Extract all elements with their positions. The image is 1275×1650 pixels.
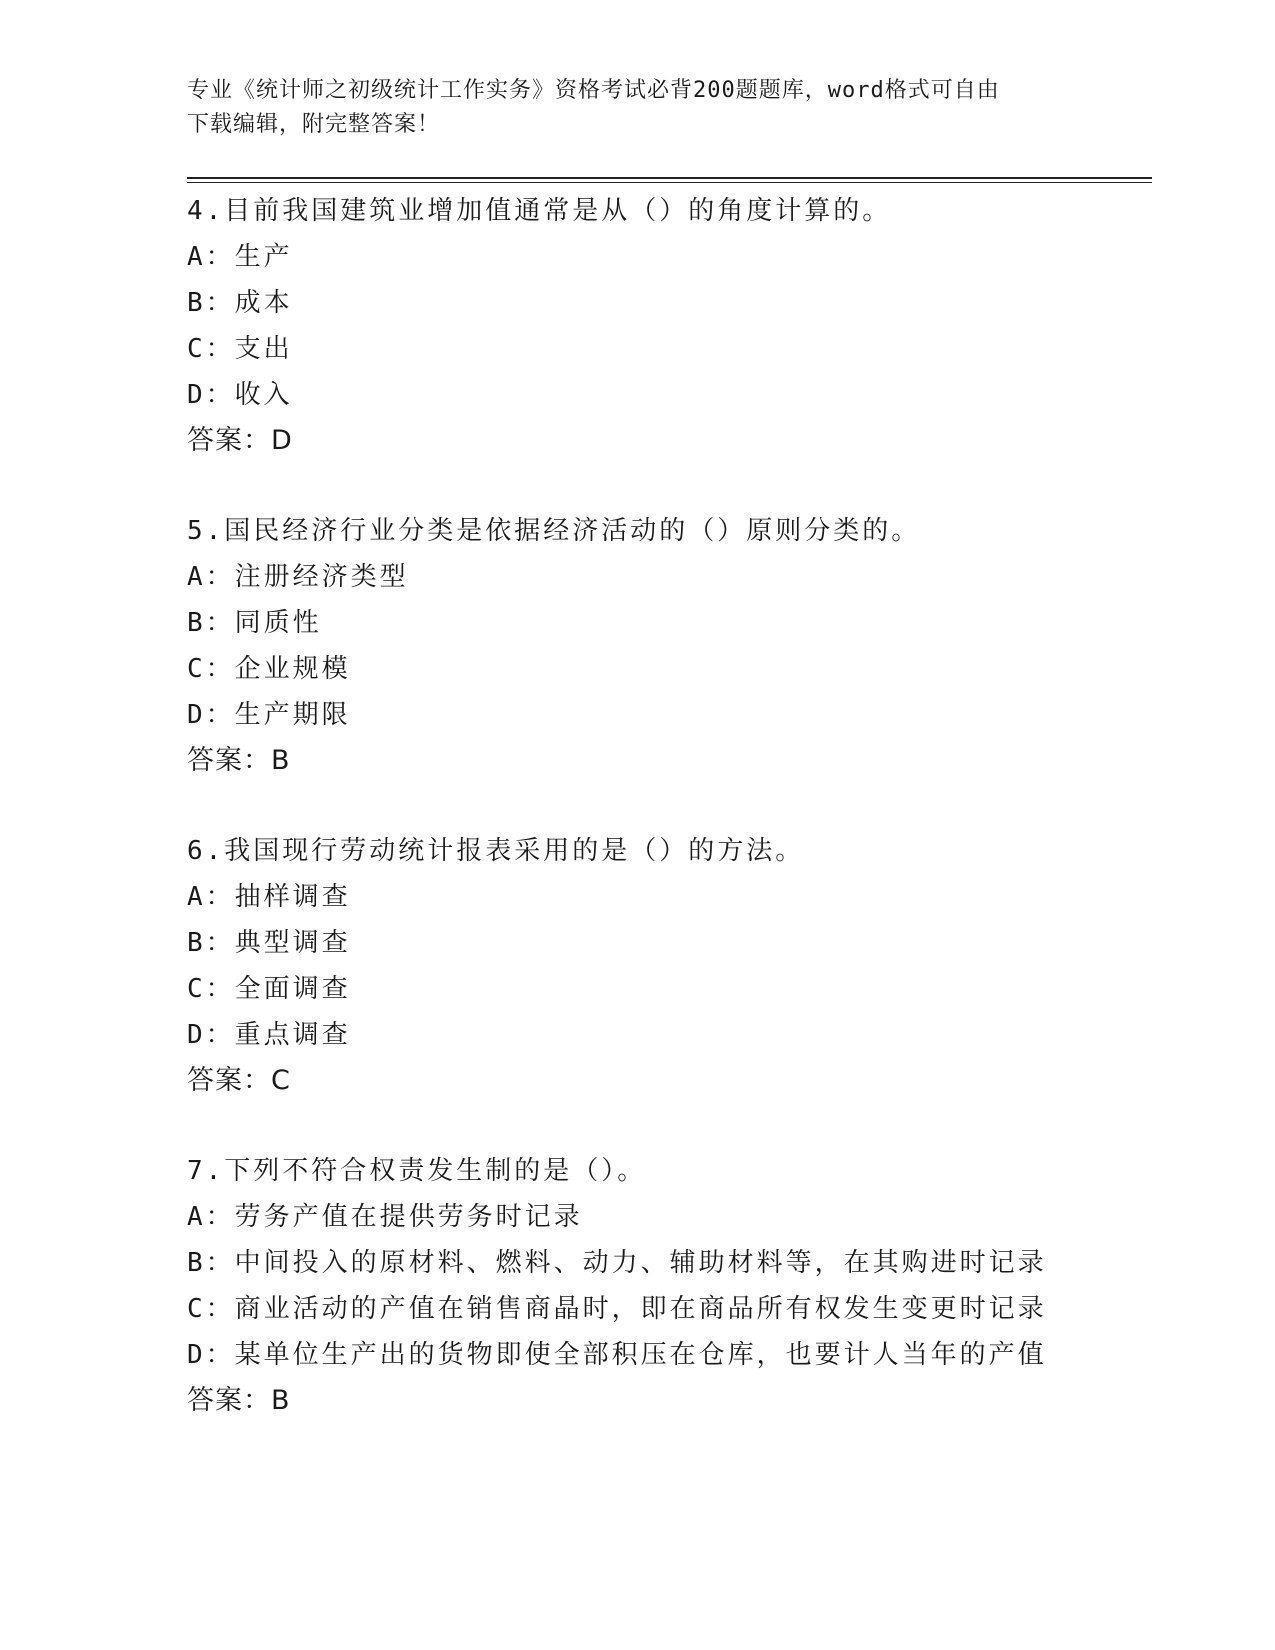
- answer-line: 答案：B: [187, 745, 291, 776]
- question-item-4: [187, 188, 1147, 464]
- answer-line: 答案：D: [187, 425, 293, 456]
- question-item-6: [187, 828, 1147, 1104]
- option-d: D：收入: [187, 380, 293, 410]
- option-b: B：同质性: [187, 608, 322, 638]
- option-b: B：典型调查: [187, 928, 351, 958]
- option-c: C：全面调查: [187, 974, 351, 1004]
- question-stem: 6.我国现行劳动统计报表采用的是（）的方法。: [187, 836, 805, 866]
- option-d: D：重点调查: [187, 1020, 351, 1050]
- option-a: A：注册经济类型: [187, 562, 409, 592]
- option-a: A：抽样调查: [187, 882, 351, 912]
- document-header: [187, 74, 1087, 142]
- question-stem: 4.目前我国建筑业增加值通常是从（）的角度计算的。: [187, 196, 892, 226]
- option-d: D：生产期限: [187, 700, 351, 730]
- answer-line: 答案：C: [187, 1065, 291, 1096]
- answer-line: 答案：B: [187, 1385, 291, 1416]
- question-list: [187, 188, 1147, 1468]
- question-item-5: [187, 508, 1147, 784]
- option-a: A：生产: [187, 242, 293, 272]
- question-item-7: [187, 1148, 1147, 1424]
- option-c: C：支出: [187, 334, 293, 364]
- header-line-2: 下载编辑，附完整答案！: [187, 112, 441, 137]
- question-stem: 5.国民经济行业分类是依据经济活动的（）原则分类的。: [187, 516, 921, 546]
- option-a: A：劳务产值在提供劳务时记录: [187, 1202, 583, 1232]
- option-d: D：某单位生产出的货物即使全部积压在仓库，也要计人当年的产值: [187, 1340, 1047, 1370]
- header-divider-thin: [187, 182, 1152, 183]
- option-c: C：商业活动的产值在销售商晶时，即在商品所有权发生变更时记录: [187, 1294, 1047, 1324]
- option-b: B：中间投入的原材料、燃料、动力、辅助材料等，在其购进时记录: [187, 1248, 1047, 1278]
- option-b: B：成本: [187, 288, 293, 318]
- header-line-1: 专业《统计师之初级统计工作实务》资格考试必背200题题库，word格式可自由: [187, 78, 1000, 103]
- question-stem: 7.下列不符合权责发生制的是（）。: [187, 1156, 647, 1186]
- option-c: C：企业规模: [187, 654, 351, 684]
- header-divider-thick: [187, 177, 1152, 179]
